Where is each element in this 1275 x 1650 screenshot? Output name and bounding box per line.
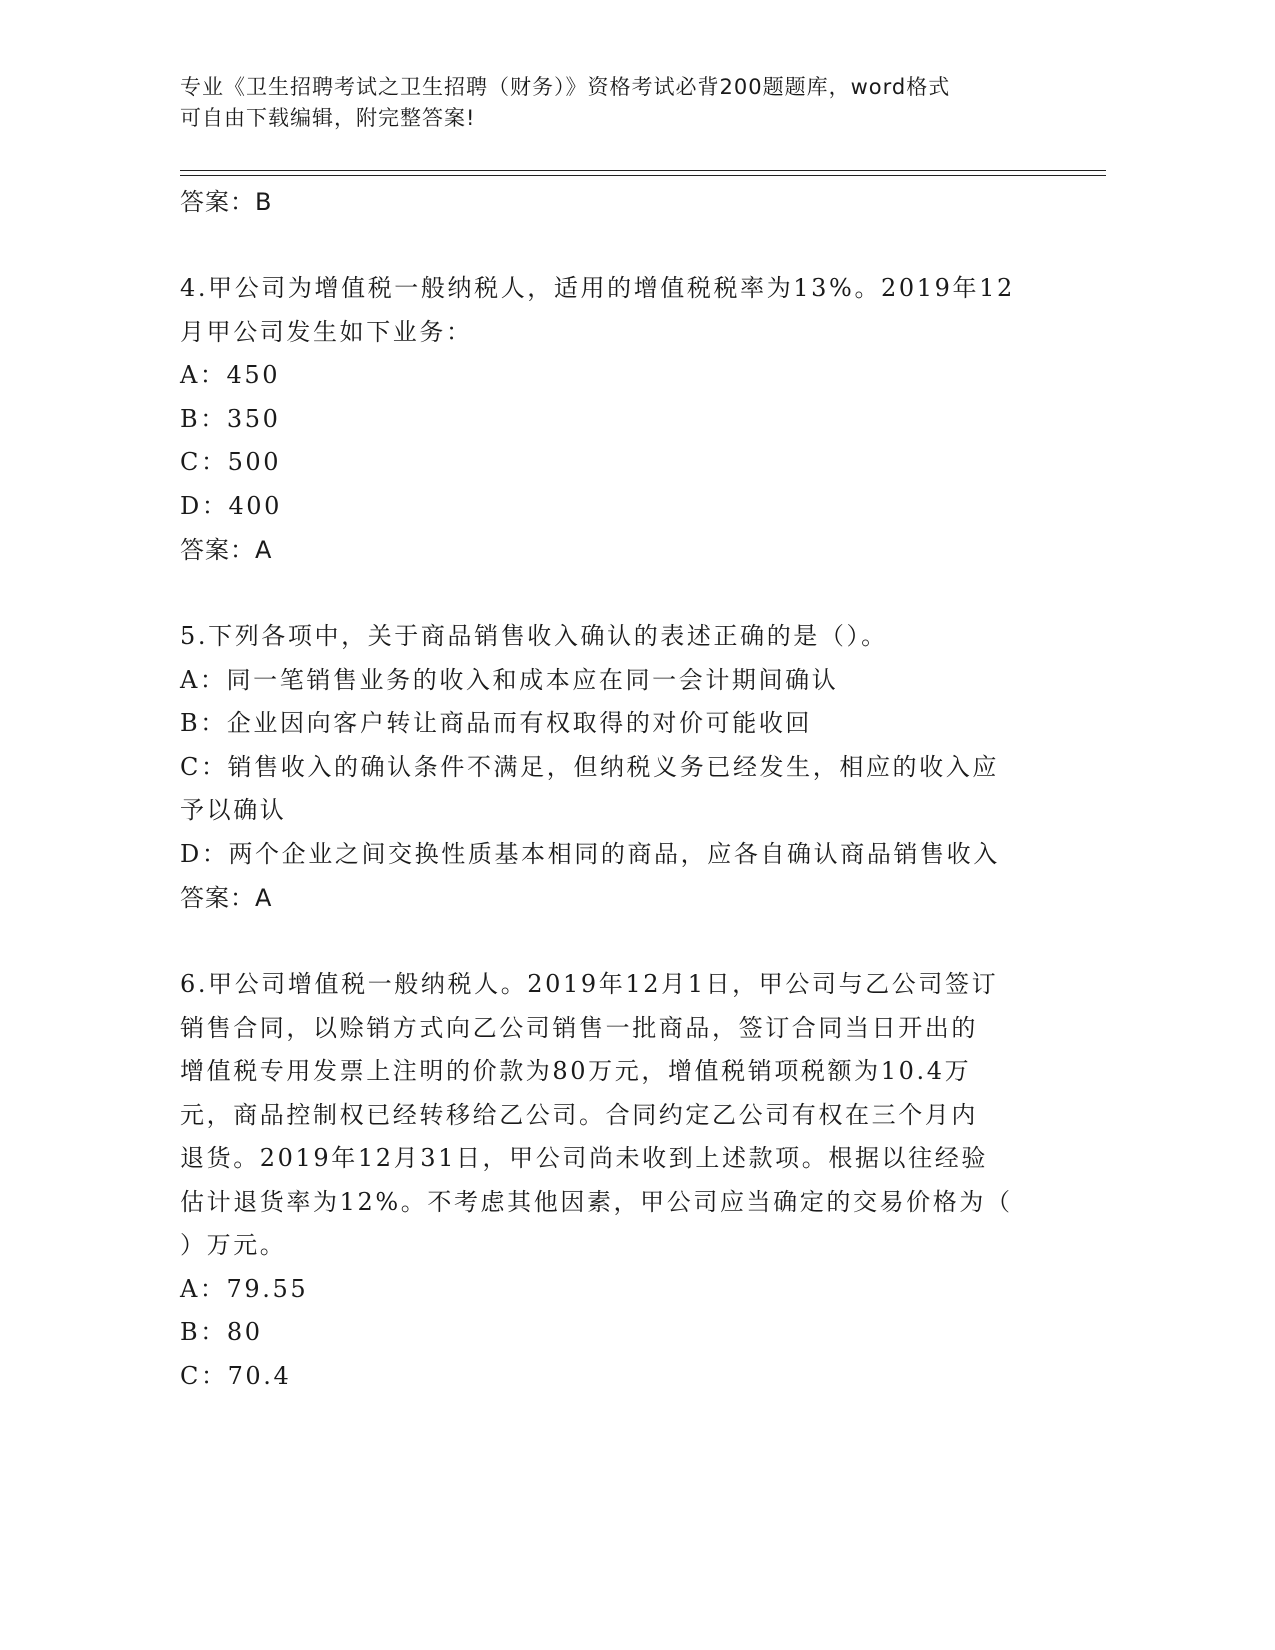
question-6-line-5: 退货。2019年12月31日，甲公司尚未收到上述款项。根据以往经验 [180,1144,988,1172]
question-4-line-2: 月甲公司发生如下业务： [180,317,473,346]
question-6 [180,963,1060,1398]
header-line-2: 可自由下载编辑，附完整答案! [180,106,476,130]
question-5-option-b: B：企业因向客户转让商品而有权取得的对价可能收回 [180,709,813,737]
question-4-line-1: 4.甲公司为增值税一般纳税人，适用的增值税税率为13%。2019年12 [180,274,1015,302]
spacer [180,572,1060,615]
question-4-option-b: B：350 [180,404,281,433]
header-line-1: 专业《卫生招聘考试之卫生招聘（财务）》资格考试必背200题题库，word格式 [180,75,951,99]
question-6-line-7: ）万元。 [180,1231,287,1259]
question-4-option-c: C：500 [180,448,282,476]
page-header [180,72,1040,134]
spacer [180,920,1060,963]
question-5-option-d: D：两个企业之间交换性质基本相同的商品，应各自确认商品销售收入 [180,839,1000,868]
question-6-line-1: 6.甲公司增值税一般纳税人。2019年12月1日，甲公司与乙公司签订 [180,970,999,998]
question-5-option-a: A：同一笔销售业务的收入和成本应在同一会计期间确认 [180,665,839,694]
document-body [180,180,1060,1398]
question-6-option-b: B：80 [180,1318,263,1346]
question-4-option-d: D：400 [180,491,283,520]
spacer [180,224,1060,267]
question-6-option-a: A：79.55 [180,1274,309,1303]
answer-q5: 答案：A [180,884,273,912]
question-5-option-c: C：销售收入的确认条件不满足，但纳税义务已经发生，相应的收入应 [180,752,999,781]
question-5-line-1: 5.下列各项中，关于商品销售收入确认的表述正确的是（）。 [180,622,888,650]
question-6-line-4: 元，商品控制权已经转移给乙公司。合同约定乙公司有权在三个月内 [180,1100,978,1129]
question-6-line-6: 估计退货率为12%。不考虑其他因素，甲公司应当确定的交易价格为（ [180,1187,1013,1216]
answer-q4: 答案：A [180,536,273,564]
question-6-option-c: C：70.4 [180,1361,292,1390]
header-rule-bottom [180,175,1106,176]
header-rule-top [180,170,1106,171]
question-4 [180,267,1060,572]
question-5 [180,615,1060,920]
question-6-line-3: 增值税专用发票上注明的价款为80万元，增值税销项税额为10.4万 [180,1057,972,1085]
answer-q3: 答案：B [180,188,273,216]
question-6-line-2: 销售合同，以赊销方式向乙公司销售一批商品，签订合同当日开出的 [180,1013,978,1042]
question-4-option-a: A：450 [180,361,281,389]
question-5-option-c-cont: 予以确认 [180,796,287,824]
